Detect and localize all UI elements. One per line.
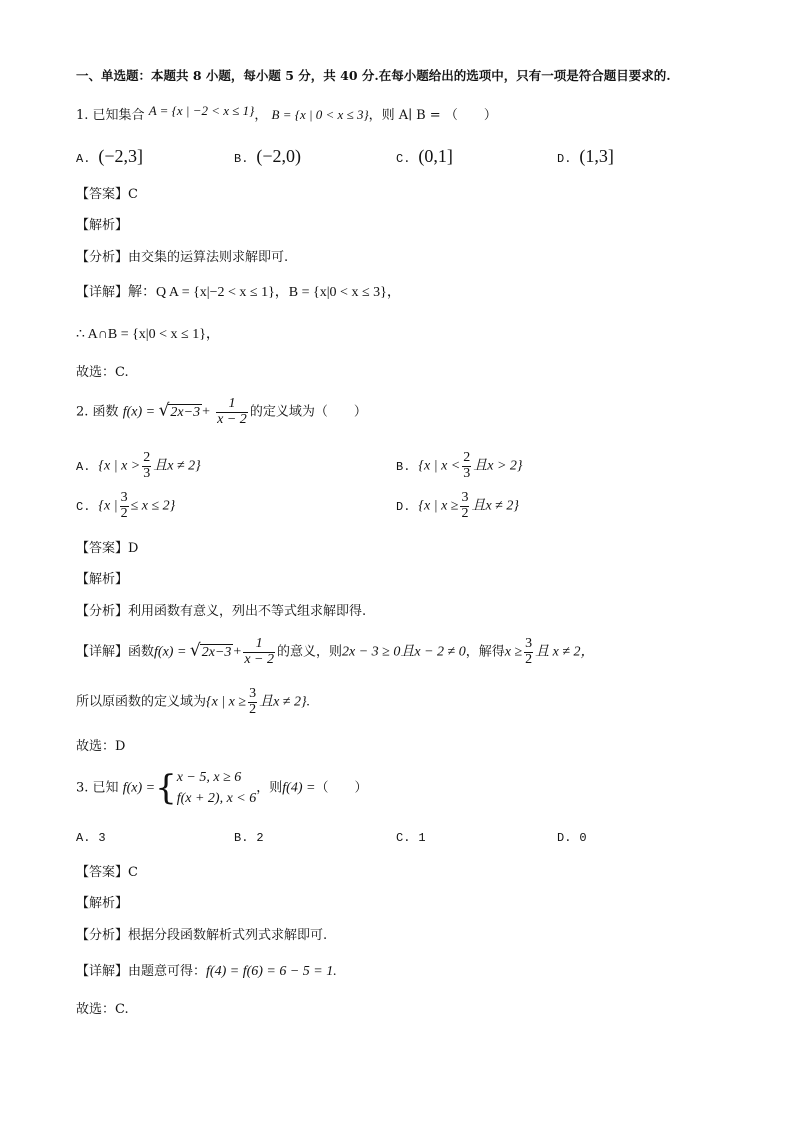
option-value: (−2,0) [256, 146, 302, 166]
question-number: 2. [76, 404, 89, 420]
fraction [142, 451, 151, 481]
detail-line-2 [76, 323, 220, 343]
case-1: x − 5, x ≥ 6 [176, 770, 242, 785]
stem-text: ，则 [256, 780, 283, 796]
answer-value: C [128, 187, 138, 202]
question-number: 3. [76, 780, 89, 796]
option-b[interactable] [396, 451, 523, 481]
answer-tag: 【答案】 [76, 865, 129, 880]
fenxi-text: 由交集的运算法则求解即可. [128, 250, 289, 265]
fraction-numerator: 2 [463, 450, 471, 465]
fraction-numerator: 3 [461, 490, 469, 505]
option-pre: {x | x > [98, 458, 141, 474]
option-label: D. [396, 499, 411, 514]
detail-result: x ≥ [504, 644, 523, 660]
detail-set: {x | x ≥ [206, 694, 247, 710]
answer-line [76, 537, 138, 556]
detail-line-1 [76, 637, 595, 667]
option-pre: {x | x < [418, 458, 461, 474]
answer-tag: 【答案】 [76, 541, 129, 556]
plus-sign: + [202, 404, 210, 420]
option-label: A. [76, 459, 91, 474]
option-post: 且x ≠ 2} [471, 498, 519, 514]
fraction-denominator: x − 2 [244, 651, 274, 667]
answer-line [76, 861, 138, 880]
option-label: C. [396, 831, 411, 845]
fraction-denominator: 2 [249, 701, 257, 717]
option-label: C. [396, 152, 411, 166]
fenxi-line [76, 924, 327, 943]
question-1-stem [76, 104, 497, 123]
fenxi-text: 根据分段函数解析式列式求解即可. [128, 928, 328, 943]
option-label: C. [76, 499, 91, 514]
option-a[interactable] [76, 146, 143, 167]
func-lhs: f(x) = [122, 404, 159, 420]
detail-set: 且x ≠ 2}. [259, 694, 311, 710]
analysis-tag: 【解析】 [76, 896, 129, 911]
fraction-numerator: 3 [120, 490, 128, 505]
conclusion: 故选：C. [76, 1002, 129, 1017]
fenxi-line [76, 600, 366, 619]
section-heading: 一、单选题：本题共 8 小题，每小题 5 分，共 40 分.在每小题给出的选项中，只有一项是符合题目要求的. [76, 68, 671, 83]
stem-ask: ，则 A∣ B = （ ） [368, 108, 497, 123]
detail-expression: f(4) = f(6) = 6 − 5 = 1. [206, 964, 337, 979]
fraction [462, 451, 471, 481]
fraction-numerator: 1 [243, 637, 275, 653]
option-a[interactable] [76, 830, 114, 845]
option-b[interactable] [234, 146, 301, 167]
detail-tag: 【详解】 [76, 644, 129, 660]
fraction-denominator: 3 [143, 465, 151, 481]
fraction [243, 637, 275, 667]
option-label: B. [234, 152, 249, 166]
fraction-numerator: 2 [143, 450, 151, 465]
fenxi-tag: 【分析】 [76, 928, 129, 943]
option-c[interactable] [396, 146, 453, 167]
fraction-denominator: 3 [463, 465, 471, 481]
left-brace-icon: { [155, 768, 177, 808]
func-lhs: f(x) = [122, 780, 156, 796]
analysis-tag: 【解析】 [76, 572, 129, 587]
conclusion: 故选：D [76, 739, 126, 754]
fraction-numerator: 3 [249, 686, 257, 701]
question-number: 1. [76, 108, 89, 123]
detail-tag: 【详解】 [76, 964, 129, 979]
answer-value: D [128, 541, 139, 556]
option-value: 2 [256, 831, 264, 845]
detail-text: 函数 [128, 644, 155, 660]
answer-line [76, 183, 138, 202]
fenxi-text: 利用函数有意义，列出不等式组求解即得. [128, 604, 367, 619]
option-c[interactable] [76, 491, 175, 521]
option-a[interactable] [76, 451, 201, 481]
sqrt-body: 2x−3 [201, 644, 232, 660]
fraction-denominator: 2 [461, 505, 469, 521]
answer-value: C [128, 865, 138, 880]
option-label: A. [76, 831, 91, 845]
option-value: (1,3] [579, 146, 614, 166]
fraction [216, 397, 248, 427]
option-label: B. [234, 831, 249, 845]
stem-ask: （ ） [315, 780, 368, 796]
detail-text: ，解得 [465, 644, 505, 660]
option-pre: {x | x ≥ [418, 498, 459, 514]
ask-expression: f(4) = [282, 780, 316, 796]
option-value: 1 [418, 831, 426, 845]
detail-text: 的意义，则 [277, 644, 343, 660]
set-b: B = {x | 0 < x ≤ 3} [271, 107, 369, 122]
option-value: (−2,3] [98, 146, 144, 166]
option-value: (0,1] [418, 146, 453, 166]
fenxi-tag: 【分析】 [76, 604, 129, 619]
sqrt-icon: √ [189, 640, 201, 661]
stem-suffix: 的定义域为（ ） [249, 404, 367, 420]
fraction-denominator: x − 2 [217, 411, 247, 427]
sqrt-icon: √ [158, 400, 170, 421]
stem-text: 已知集合 [92, 108, 145, 123]
fraction [524, 637, 533, 667]
option-post: ≤ x ≤ 2} [130, 498, 176, 514]
detail-text: 由题意可得： [128, 964, 207, 979]
fraction [460, 491, 469, 521]
stem-text: 函数 [92, 404, 119, 420]
option-post: 且x ≠ 2} [153, 458, 201, 474]
detail-text: 所以原函数的定义域为 [76, 694, 207, 710]
option-label: D. [557, 831, 572, 845]
detail-line-1 [76, 960, 337, 980]
detail-tag: 【详解】 [76, 285, 129, 300]
option-label: B. [396, 459, 411, 474]
option-value: 3 [98, 831, 106, 845]
detail-result: 且 x ≠ 2， [535, 644, 595, 660]
answer-tag: 【答案】 [76, 187, 129, 202]
detail-inequality: 2x − 3 ≥ 0且x − 2 ≠ 0 [342, 644, 466, 660]
case-2: f(x + 2), x < 6 [176, 791, 257, 806]
set-a: A = {x | −2 < x ≤ 1} [148, 103, 255, 118]
fenxi-line [76, 246, 288, 265]
detail-line-2 [76, 687, 310, 717]
fraction [120, 491, 129, 521]
plus-sign: + [233, 644, 242, 660]
fraction-numerator: 1 [216, 397, 248, 413]
separator: ， [254, 108, 268, 123]
piecewise-cases [177, 767, 257, 809]
question-2-stem [76, 397, 367, 427]
option-c[interactable] [396, 830, 434, 845]
analysis-tag: 【解析】 [76, 218, 129, 233]
fraction-denominator: 2 [525, 651, 533, 667]
option-label: A. [76, 152, 91, 166]
func-lhs: f(x) = [154, 644, 190, 660]
conclusion: 故选：C. [76, 365, 129, 380]
fenxi-tag: 【分析】 [76, 250, 129, 265]
option-d[interactable] [557, 146, 614, 167]
option-d[interactable] [557, 830, 595, 845]
option-post: 且x > 2} [473, 458, 523, 474]
option-d[interactable] [396, 491, 519, 521]
detail-line-1 [76, 281, 401, 301]
stem-text: 已知 [92, 780, 119, 796]
option-pre: {x | [98, 498, 118, 514]
detail-text: 解：Q A = {x|−2 < x ≤ 1}，B = {x|0 < x ≤ 3}， [128, 285, 401, 300]
detail-text: ∴ A∩B = {x|0 < x ≤ 1}， [76, 327, 220, 342]
question-3-stem [76, 767, 367, 809]
sqrt-body: 2x−3 [170, 404, 201, 420]
fraction [248, 687, 257, 717]
option-label: D. [557, 152, 572, 166]
fraction-denominator: 2 [120, 505, 128, 521]
option-value: 0 [579, 831, 587, 845]
fraction-numerator: 3 [525, 636, 533, 651]
option-b[interactable] [234, 830, 272, 845]
